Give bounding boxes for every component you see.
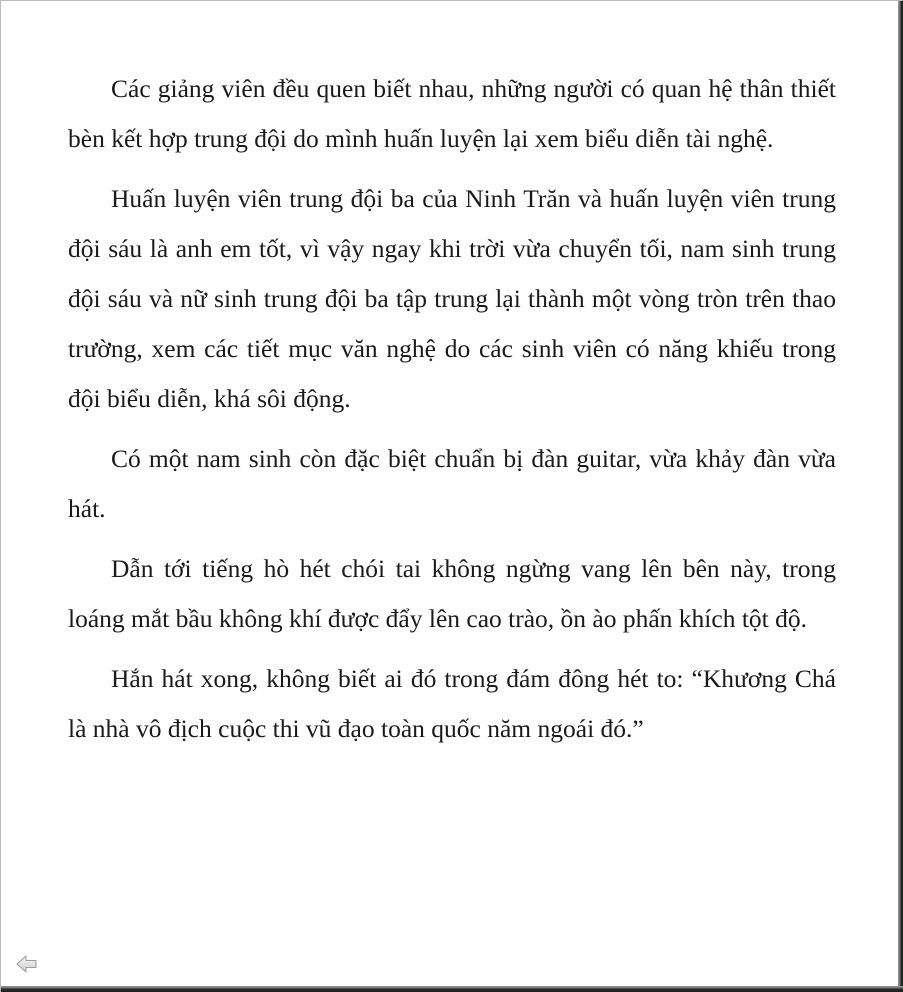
window-bottom-edge xyxy=(1,986,903,992)
page-content xyxy=(68,64,836,764)
window-right-edge xyxy=(898,1,903,992)
paragraph-3: Có một nam sinh còn đặc biệt chuẩn bị đàn guitar, vừa khảy đàn vừa hát. xyxy=(68,444,836,523)
arrow-left-icon[interactable] xyxy=(16,954,38,974)
paragraph-1: Các giảng viên đều quen biết nhau, những người có quan hệ thân thiết bèn kết hợp trung đội do mình huấn luyện lại xem biểu diễn tài nghệ. xyxy=(68,74,836,153)
paragraph-5: Hắn hát xong, không biết ai đó trong đám đông hét to: “Khương Chá là nhà vô địch cuộc thi vũ đạo toàn quốc năm ngoái đó.” xyxy=(68,664,836,743)
paragraph-2: Huấn luyện viên trung đội ba của Ninh Trăn và huấn luyện viên trung đội sáu là anh em tốt, vì vậy ngay khi trời vừa chuyển tối, nam sinh trung đội sáu và nữ sinh trung đội ba tập trung lại thành một vòng tròn trên thao trường, xem các tiết mục văn nghệ do các sinh viên có năng khiếu trong đội biểu diễn, khá sôi động. xyxy=(68,184,836,413)
paragraph-4: Dẫn tới tiếng hò hét chói tai không ngừng vang lên bên này, trong loáng mắt bầu không khí được đẩy lên cao trào, ồn ào phấn khích tột độ. xyxy=(68,554,836,633)
